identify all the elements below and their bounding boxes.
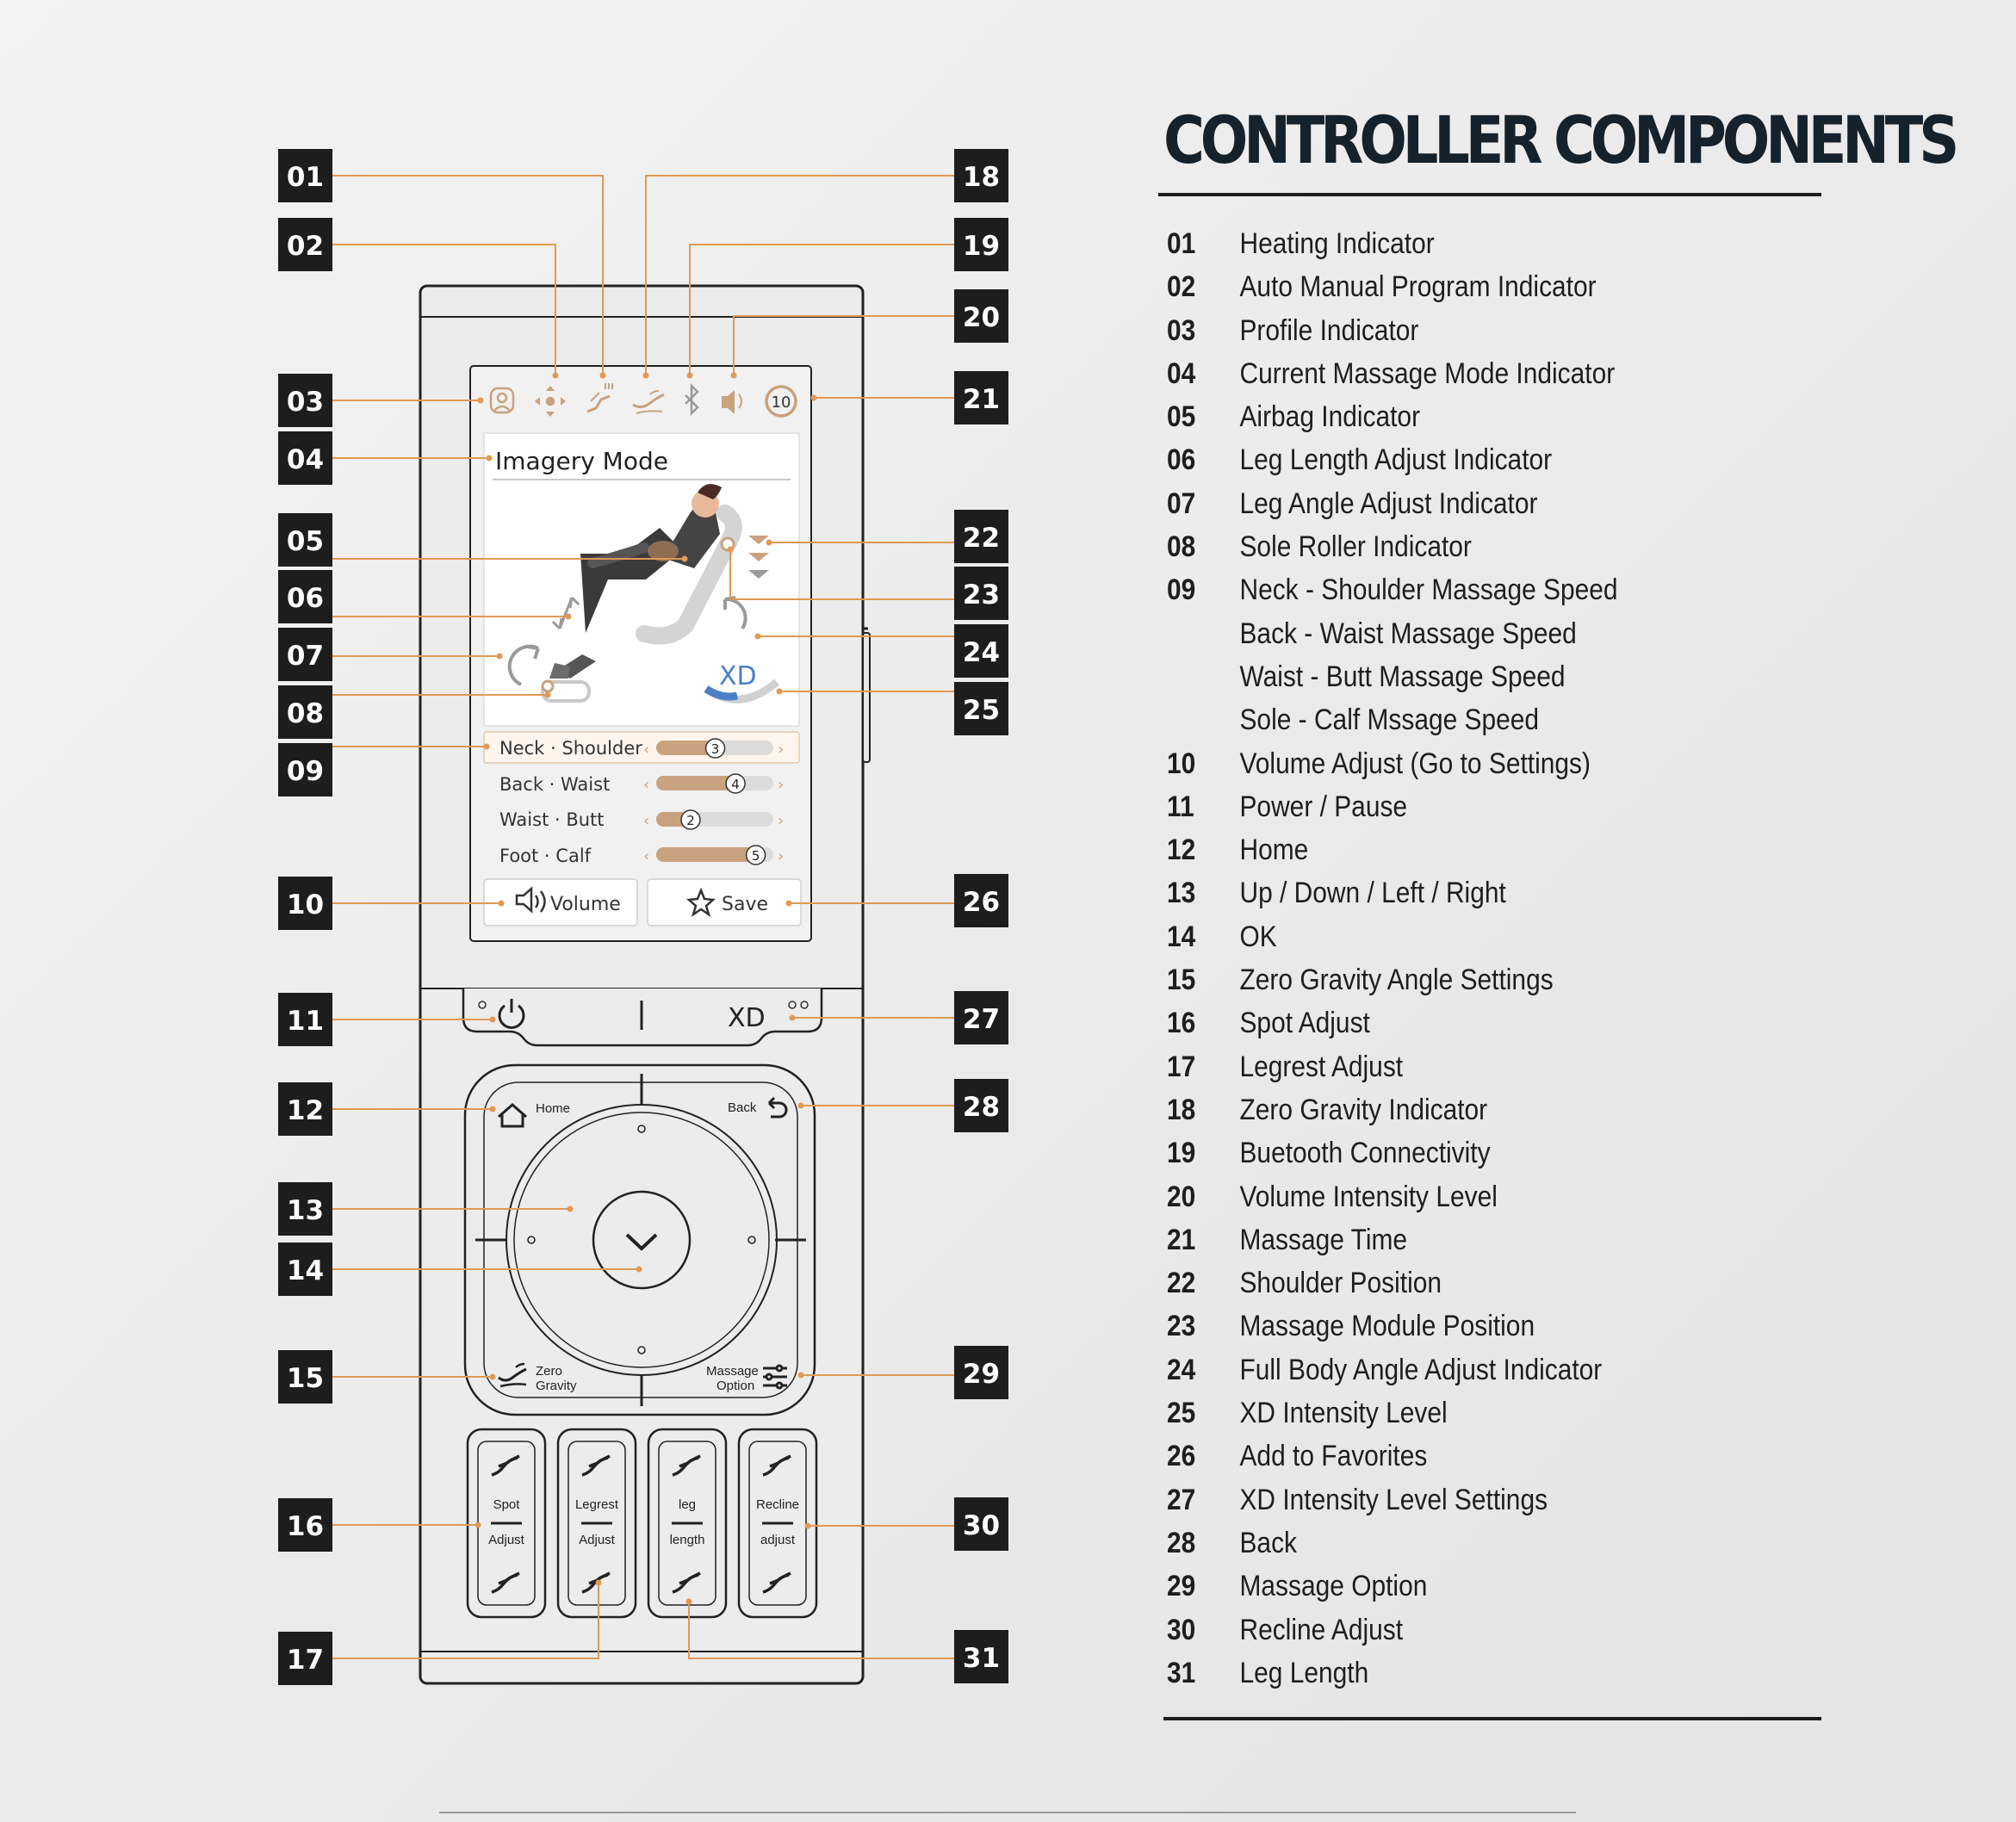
component-label: Spot Adjust [1239, 1007, 1370, 1040]
slider-fill [656, 847, 760, 862]
component-label: Airbag Indicator [1239, 400, 1421, 434]
callout-badge-label: 26 [962, 887, 1001, 918]
component-item [1167, 958, 1618, 1001]
zero-gravity-label-2: Gravity [536, 1379, 577, 1393]
component-item [1167, 222, 1618, 265]
callout-badge-20 [954, 289, 1008, 343]
callout-badge-08 [278, 685, 332, 739]
component-number: 16 [1167, 1007, 1196, 1040]
component-list [1167, 222, 1679, 1695]
display-screen [470, 366, 811, 941]
rocker-label-top: Legrest [574, 1497, 619, 1512]
callout-badge-22 [954, 510, 1008, 563]
component-item [1167, 1608, 1618, 1652]
callout-badge-10 [278, 877, 332, 930]
component-label: XD Intensity Level Settings [1239, 1483, 1548, 1516]
callout-badge-label: 14 [286, 1255, 325, 1286]
component-number: 01 [1167, 227, 1196, 260]
navigation-pad [465, 1065, 815, 1415]
callout-badge-label: 09 [286, 756, 325, 787]
rocker-label-bottom: Adjust [488, 1533, 524, 1547]
component-label: Massage Module Position [1239, 1310, 1535, 1343]
massage-option-icon [763, 1366, 787, 1388]
component-label: Waist - Butt Massage Speed [1239, 660, 1566, 693]
home-button-label: Home [536, 1101, 571, 1116]
component-number: 14 [1167, 920, 1196, 953]
callout-badge-14 [278, 1243, 332, 1296]
increase-chevron-icon[interactable]: › [778, 776, 785, 794]
component-item [1167, 1521, 1618, 1565]
rocker-label-bottom: adjust [760, 1533, 796, 1547]
callout-badge-05 [278, 513, 332, 567]
callout-badge-label: 12 [286, 1095, 325, 1126]
component-item [1167, 1478, 1618, 1521]
component-item [1167, 785, 1618, 828]
component-label: Current Massage Mode Indicator [1239, 356, 1616, 390]
component-label: Massage Option [1239, 1570, 1428, 1603]
timer-value: 10 [771, 394, 791, 412]
component-number: 15 [1167, 964, 1196, 997]
callout-badge-label: 17 [286, 1645, 325, 1676]
speed-row-label-1: Back · Waist [499, 774, 611, 795]
callout-badge-label: 03 [286, 387, 325, 418]
callout-badge-label: 16 [286, 1511, 325, 1542]
component-item [1167, 352, 1618, 395]
component-label: Heating Indicator [1239, 227, 1435, 260]
callout-badge-label: 07 [286, 641, 325, 672]
callout-badge-label: 19 [962, 231, 1001, 262]
component-item [1167, 1348, 1618, 1391]
component-item [1167, 1391, 1618, 1435]
component-item [1167, 1218, 1618, 1261]
component-label: Auto Manual Program Indicator [1239, 270, 1597, 304]
component-item [1167, 1131, 1618, 1174]
rocker-label-bottom: Adjust [579, 1533, 615, 1547]
decrease-chevron-icon[interactable]: ‹ [643, 847, 650, 865]
rocker-label-top: Spot [493, 1497, 520, 1512]
massage-option-label-1: Massage [706, 1364, 759, 1379]
callout-badge-label: 27 [962, 1004, 1001, 1035]
callout-badge-label: 24 [962, 637, 1001, 668]
callout-badge-21 [954, 371, 1008, 425]
callout-badge-label: 08 [286, 698, 325, 729]
component-number: 04 [1167, 356, 1196, 390]
component-number: 24 [1167, 1353, 1196, 1386]
decrease-chevron-icon[interactable]: ‹ [643, 812, 650, 830]
component-label: Add to Favorites [1239, 1440, 1428, 1473]
component-label: Volume Adjust (Go to Settings) [1239, 747, 1591, 780]
component-number: 03 [1167, 313, 1196, 347]
callout-badge-label: 21 [962, 384, 1001, 415]
mode-title: Imagery Mode [495, 447, 668, 475]
component-number: 28 [1167, 1526, 1196, 1559]
component-number: 06 [1167, 443, 1196, 477]
zero-gravity-label-1: Zero [536, 1364, 562, 1379]
decrease-chevron-icon[interactable]: ‹ [643, 741, 650, 759]
component-number: 05 [1167, 400, 1196, 434]
component-number: 27 [1167, 1483, 1196, 1516]
component-item [1167, 655, 1618, 698]
component-item [1167, 438, 1618, 481]
component-label: Leg Angle Adjust Indicator [1239, 486, 1538, 520]
speed-row-label-0: Neck · Shoulder [499, 738, 642, 759]
callout-badge-29 [954, 1346, 1008, 1399]
rocker-leg-length [648, 1429, 726, 1617]
massage-option-label-2: Option [716, 1379, 755, 1393]
page-bottom-rule [439, 1812, 1576, 1813]
component-number: 07 [1167, 486, 1196, 520]
callout-badge-label: 15 [286, 1363, 325, 1394]
back-button-label: Back [728, 1100, 757, 1115]
component-label: Home [1239, 834, 1309, 867]
callout-badge-label: 11 [286, 1006, 325, 1037]
component-number: 02 [1167, 270, 1196, 304]
callout-badge-25 [954, 682, 1008, 735]
component-item [1167, 309, 1618, 352]
component-number: 12 [1167, 834, 1196, 867]
component-number: 23 [1167, 1310, 1196, 1343]
component-item [1167, 871, 1618, 914]
callout-badge-19 [954, 218, 1008, 271]
callout-badge-23 [954, 567, 1008, 620]
callout-badge-26 [954, 874, 1008, 927]
callout-badge-06 [278, 570, 332, 623]
save-button-label: Save [722, 894, 769, 915]
component-label: Leg Length Adjust Indicator [1239, 443, 1553, 477]
component-number: 29 [1167, 1570, 1196, 1603]
rocker-label-top: Recline [755, 1497, 800, 1512]
component-item [1167, 568, 1618, 611]
component-label: Zero Gravity Indicator [1239, 1093, 1488, 1126]
component-number: 09 [1167, 573, 1196, 607]
component-number: 25 [1167, 1397, 1196, 1430]
component-item [1167, 1261, 1618, 1305]
component-label: Profile Indicator [1239, 313, 1419, 347]
rocker-label-top: leg [678, 1497, 697, 1512]
component-item [1167, 1045, 1618, 1088]
component-number: 31 [1167, 1656, 1196, 1689]
component-item [1167, 612, 1618, 655]
ok-button[interactable] [593, 1192, 690, 1288]
callout-badge-30 [954, 1497, 1008, 1551]
increase-chevron-icon[interactable]: › [778, 812, 785, 830]
component-label: Power / Pause [1239, 790, 1408, 823]
callout-badge-12 [278, 1082, 332, 1136]
component-label: Full Body Angle Adjust Indicator [1239, 1353, 1603, 1386]
component-item [1167, 1565, 1618, 1608]
rocker-recline-adjust [739, 1429, 816, 1617]
volume-button-label: Volume [550, 894, 621, 915]
callout-badge-label: 23 [962, 579, 1001, 610]
component-item [1167, 1435, 1618, 1478]
component-label: Neck - Shoulder Massage Speed [1239, 573, 1618, 607]
increase-chevron-icon[interactable]: › [778, 741, 785, 759]
component-item [1167, 915, 1618, 958]
component-label: Leg Length [1239, 1656, 1369, 1689]
callout-badge-11 [278, 993, 332, 1046]
component-item [1167, 698, 1618, 741]
component-label: Sole - Calf Mssage Speed [1239, 703, 1540, 737]
callout-badge-03 [278, 374, 332, 427]
component-number: 26 [1167, 1440, 1196, 1473]
callout-badge-13 [278, 1182, 332, 1236]
callout-badge-label: 20 [962, 302, 1001, 333]
component-label: Shoulder Position [1239, 1267, 1442, 1300]
component-item [1167, 828, 1618, 871]
speed-row-label-3: Foot · Calf [499, 846, 592, 866]
callout-badge-31 [954, 1630, 1008, 1683]
component-number: 30 [1167, 1613, 1196, 1646]
callout-badge-label: 31 [962, 1643, 1001, 1674]
callout-badge-label: 13 [286, 1195, 325, 1226]
component-number: 21 [1167, 1223, 1196, 1256]
slider-level: 2 [686, 813, 695, 828]
component-item [1167, 1305, 1618, 1348]
callout-badge-09 [278, 743, 332, 796]
decrease-chevron-icon[interactable]: ‹ [643, 776, 650, 794]
component-label: Legrest Adjust [1239, 1050, 1404, 1083]
component-number: 18 [1167, 1093, 1196, 1126]
legend-top-rule [1158, 193, 1821, 196]
callout-badge-label: 02 [286, 231, 325, 262]
component-number: 20 [1167, 1180, 1196, 1213]
callout-badge-18 [954, 149, 1008, 202]
component-number: 13 [1167, 877, 1196, 910]
callout-badge-label: 22 [962, 523, 1001, 554]
callout-badge-label: 05 [286, 526, 325, 557]
xd-intensity-label: XD [719, 661, 757, 691]
legend-title: CONTROLLER COMPONENTS [1163, 102, 1956, 178]
slider-level: 5 [751, 848, 760, 864]
component-item [1167, 1088, 1618, 1131]
slider-level: 3 [710, 741, 720, 757]
callout-badge-01 [278, 149, 332, 202]
component-label: Back [1239, 1526, 1298, 1559]
component-item [1167, 742, 1618, 785]
callout-badge-07 [278, 628, 332, 681]
callout-badge-label: 18 [962, 162, 1001, 193]
callout-badge-28 [954, 1079, 1008, 1132]
component-label: Back - Waist Massage Speed [1239, 617, 1577, 650]
xd-button-label: XD [728, 1003, 766, 1033]
component-number: 22 [1167, 1267, 1196, 1300]
component-label: Massage Time [1239, 1223, 1408, 1256]
callout-badge-label: 06 [286, 583, 325, 614]
component-item [1167, 265, 1618, 308]
component-label: Buetooth Connectivity [1239, 1137, 1491, 1170]
callout-badge-02 [278, 218, 332, 271]
slider-level: 4 [731, 777, 740, 792]
component-label: Up / Down / Left / Right [1239, 877, 1506, 910]
component-number: 11 [1167, 790, 1194, 823]
callout-badge-16 [278, 1498, 332, 1552]
callout-badge-label: 10 [286, 889, 325, 920]
component-label: Zero Gravity Angle Settings [1239, 964, 1554, 997]
increase-chevron-icon[interactable]: › [778, 847, 785, 865]
component-item [1167, 482, 1618, 525]
component-number: 19 [1167, 1137, 1196, 1170]
callout-badge-27 [954, 991, 1008, 1044]
callout-badge-label: 28 [962, 1092, 1001, 1123]
component-label: Recline Adjust [1239, 1613, 1404, 1646]
component-legend [1158, 102, 1956, 1689]
component-number: 17 [1167, 1050, 1196, 1083]
save-favorite-button[interactable] [648, 879, 801, 926]
component-item [1167, 1001, 1618, 1044]
component-label: XD Intensity Level [1239, 1397, 1448, 1430]
callout-badge-label: 30 [962, 1510, 1001, 1541]
component-item [1167, 1652, 1618, 1695]
component-item [1167, 525, 1618, 568]
callout-badge-label: 29 [962, 1359, 1001, 1390]
speed-row-label-2: Waist · Butt [499, 809, 605, 830]
component-number: 08 [1167, 530, 1196, 564]
legend-bottom-rule [1163, 1717, 1821, 1720]
callout-badge-17 [278, 1632, 332, 1685]
component-item [1167, 395, 1618, 438]
component-number: 10 [1167, 747, 1196, 780]
callout-badge-04 [278, 431, 332, 485]
component-item [1167, 1175, 1618, 1218]
component-label: Sole Roller Indicator [1239, 530, 1472, 564]
rocker-legrest-adjust [558, 1429, 636, 1617]
callout-badge-24 [954, 624, 1008, 678]
callout-badge-label: 25 [962, 695, 1001, 726]
component-label: Volume Intensity Level [1239, 1180, 1498, 1213]
volume-button[interactable] [484, 879, 637, 926]
component-label: OK [1239, 920, 1277, 953]
callout-badge-label: 04 [286, 444, 325, 475]
callout-badge-15 [278, 1350, 332, 1404]
rocker-label-bottom: length [669, 1533, 705, 1547]
callout-badge-label: 01 [286, 162, 325, 193]
